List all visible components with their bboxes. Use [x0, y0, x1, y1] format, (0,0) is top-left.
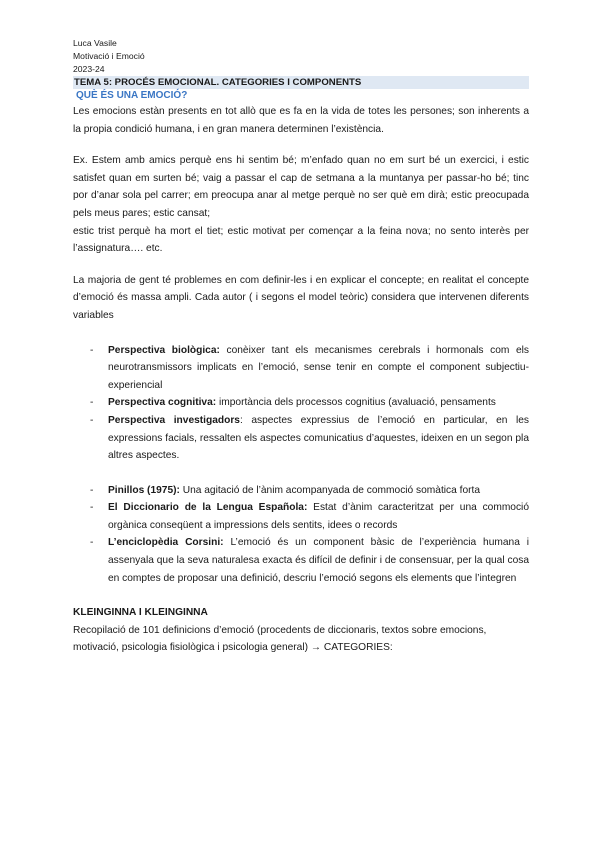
intro-paragraph: Les emocions estàn presents en tot allò que es fa en la vida de totes les persones; son inherents a la propia condició humana, i en gran manera determinen l’existència. — [73, 106, 529, 135]
author-name: Luca Vasile — [73, 38, 117, 48]
examples-paragraph: Ex. Estem amb amics perquè ens hi sentim bé; m’enfado quan no em surt bé un exercici, i estic satisfet quan em surten bé; vaig a passar el cap de setmana a la muntanya per passar-ho bé; tinc por d’anar sola pel carrer; em preocupa anar al metge perquè no ser què em dirà; estic preocupada pels meus pares; estic cansat; — [73, 155, 529, 219]
list-item-term: Perspectiva cognitiva: — [108, 397, 217, 409]
list-item-term: Perspectiva biològica: — [108, 344, 220, 356]
list-item — [90, 342, 529, 395]
kleinginna-paragraph: Recopilació de 101 definicions d’emoció (procedents de diccionaris, textos sobre emocions, motivació, psicologia fisiològica i psicologia general) → CATEGORIES: — [73, 624, 487, 654]
list-item-text: Una agitació de l’ànim acompanyada de commoció somàtica forta — [179, 484, 481, 496]
list-item-term: El Diccionario de la Lengua Española: — [108, 502, 308, 514]
examples-continued: estic trist perquè ha mort el tiet; estic motivat per començar a la feina nova; no sento interès per l’assignatura…. etc. — [73, 225, 529, 255]
dash-bullet: - — [90, 484, 94, 496]
list-item-text: : aspectes expressius de l’emoció en particular, en les expressions facials, ressalten els aspectes comunicatius d’aquestes, ideixen en un segon pla altres aspectes. — [108, 414, 529, 462]
definition-note: La majoria de gent té problemes en com definir-les i en explicar el concepte; en realitat el concepte d’emoció és massa ampli. Cada autor ( i segons el model teòric) considera que intervenen diferents variables — [73, 274, 529, 321]
dash-bullet: - — [90, 397, 94, 409]
academic-year: 2023-24 — [73, 64, 105, 74]
list-item-text: importància dels processos cognitius (avaluació, pensaments — [216, 397, 496, 409]
subject-name: Motivació i Emoció — [73, 51, 145, 61]
list-item-text: L’emoció és un component bàsic de l’experiència humana i assenyala que la seva naturalesa exacta és difícil de definir i de consensuar, per la qual cosa en comptes de proposar una definició, descriu l’emoció segons els elements que l’integren — [108, 537, 529, 584]
list-item-term: Pinillos (1975): — [108, 484, 180, 496]
perspectives-list — [73, 342, 529, 465]
dash-bullet: - — [90, 344, 94, 356]
page-title: TEMA 5: PROCÉS EMOCIONAL. CATEGORIES I COMPONENTS — [73, 76, 529, 89]
section-subtitle: QUÈ ÉS UNA EMOCIÓ? — [76, 90, 188, 101]
list-item — [90, 412, 529, 465]
dash-bullet: - — [90, 537, 94, 549]
dash-bullet: - — [90, 414, 94, 426]
definitions-list — [73, 482, 529, 588]
document-page — [73, 37, 529, 657]
list-item-term: L’enciclopèdia Corsini: — [108, 537, 224, 549]
dash-bullet: - — [90, 502, 94, 514]
list-item-text: conèixer tant els mecanismes cerebrals i hormonals com els neurotransmissors implicats en l’emoció, sense tenir en compte el component subjectiu-experiencial — [108, 344, 529, 391]
list-item — [90, 394, 529, 412]
list-item-text: Estat d’ànim caracteritzat per una commoció orgànica conseqüent a impressions dels sentits, idees o records — [108, 502, 529, 531]
kleinginna-heading: KLEINGINNA I KLEINGINNA — [73, 607, 208, 619]
list-item-term: Perspectiva investigadors — [108, 414, 240, 426]
list-item — [90, 482, 529, 500]
list-item — [90, 534, 529, 587]
list-item — [90, 499, 529, 534]
